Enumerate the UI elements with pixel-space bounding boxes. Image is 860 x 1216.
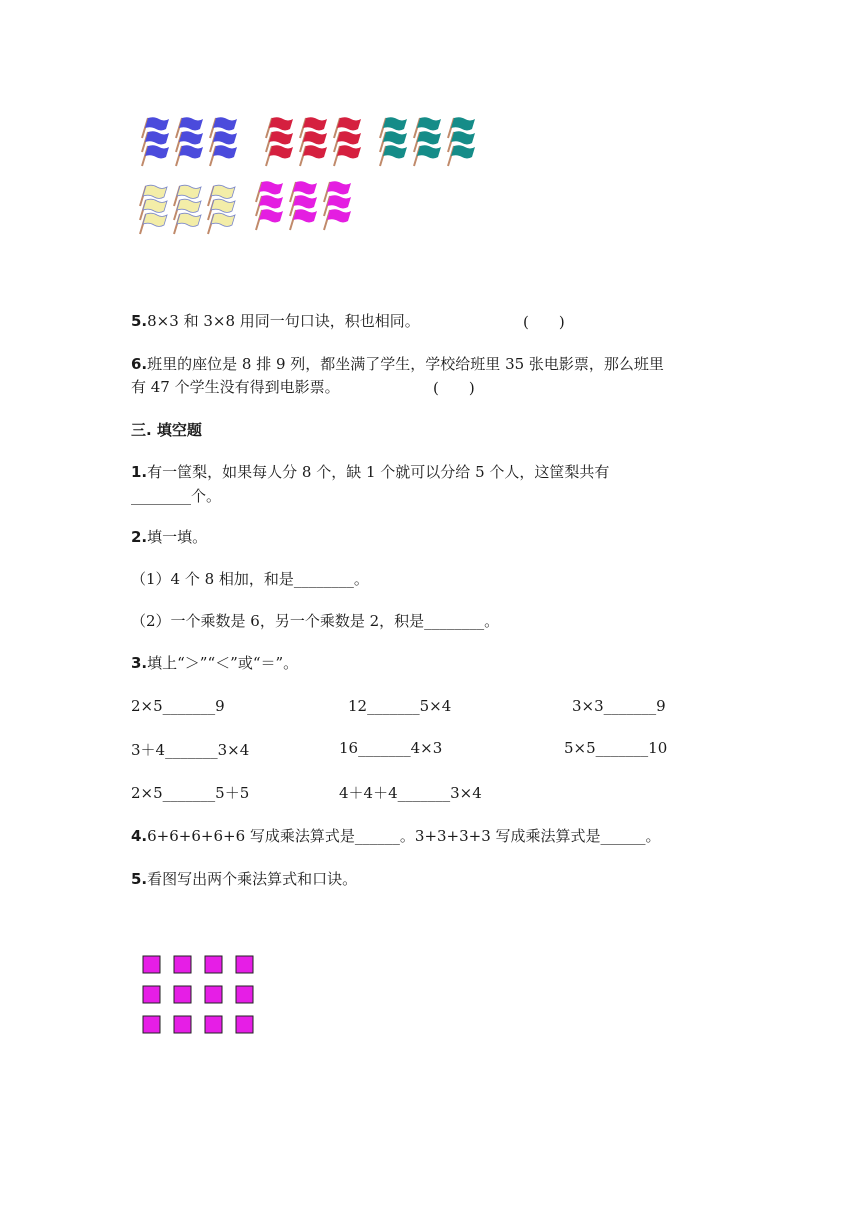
square-icon — [236, 1016, 253, 1033]
question-number: 5. — [131, 312, 148, 330]
square-icon — [205, 956, 222, 973]
fill-question-5 — [131, 869, 357, 889]
question-number: 4. — [131, 827, 148, 845]
compare-item[interactable]: 16_______4×3 — [339, 739, 443, 757]
flag-group — [266, 117, 361, 166]
question-text: 8×3 和 3×8 用同一句口诀，积也相同。 — [147, 312, 420, 330]
judge-question-6-cont: 有 47 个学生没有得到电影票。 — [131, 378, 340, 396]
compare-item[interactable]: 2×5_______5＋5 — [131, 784, 250, 802]
flag-icon — [448, 145, 475, 166]
flag-icon — [414, 145, 441, 166]
answer-paren[interactable]: ( ) — [523, 313, 565, 331]
flags-figure — [130, 108, 490, 243]
sub-question-1[interactable]: （1）4 个 8 相加，和是________。 — [131, 570, 369, 588]
flag-icon — [380, 145, 407, 166]
question-number: 1. — [131, 463, 148, 481]
fill-question-1 — [131, 462, 609, 482]
question-text[interactable]: 6+6+6+6+6 写成乘法算式是______。3+3+3+3 写成乘法算式是______。 — [147, 827, 661, 845]
flag-icon — [176, 145, 203, 166]
flag-icon — [334, 145, 361, 166]
flag-icon — [208, 213, 235, 234]
question-number: 6. — [131, 355, 148, 373]
flag-group — [140, 185, 235, 234]
flag-icon — [174, 213, 201, 234]
section-title: 三. 填空题 — [131, 421, 202, 439]
square-icon — [205, 986, 222, 1003]
square-icon — [174, 986, 191, 1003]
compare-item[interactable]: 5×5_______10 — [564, 739, 668, 757]
square-icon — [236, 986, 253, 1003]
judge-question-6 — [131, 354, 664, 374]
question-text: 班里的座位是 8 排 9 列，都坐满了学生，学校给班里 35 张电影票，那么班里 — [147, 355, 664, 373]
flag-icon — [290, 209, 317, 230]
question-text: 填一填。 — [147, 528, 208, 546]
square-icon — [143, 956, 160, 973]
compare-item[interactable]: 3＋4_______3×4 — [131, 741, 250, 759]
question-text: 填上“＞”“＜”或“＝”。 — [147, 654, 299, 672]
squares-figure — [142, 955, 262, 1035]
answer-paren[interactable]: ( ) — [433, 379, 475, 397]
flag-icon — [324, 209, 351, 230]
fill-question-2 — [131, 527, 207, 547]
compare-item[interactable]: 4＋4＋4_______3×4 — [339, 784, 482, 802]
question-text: 看图写出两个乘法算式和口诀。 — [147, 870, 358, 888]
flag-group — [380, 117, 475, 166]
judge-question-5 — [131, 311, 420, 331]
square-icon — [174, 956, 191, 973]
compare-item[interactable]: 3×3_______9 — [572, 697, 666, 715]
square-icon — [143, 1016, 160, 1033]
sub-question-2[interactable]: （2）一个乘数是 6，另一个乘数是 2，积是________。 — [131, 612, 500, 630]
compare-item[interactable]: 12_______5×4 — [348, 697, 452, 715]
flag-icon — [300, 145, 327, 166]
flag-icon — [140, 213, 167, 234]
flag-group — [256, 181, 351, 230]
square-icon — [236, 956, 253, 973]
square-icon — [174, 1016, 191, 1033]
flag-icon — [142, 145, 169, 166]
fill-question-4 — [131, 826, 661, 846]
square-icon — [205, 1016, 222, 1033]
question-number: 2. — [131, 528, 148, 546]
question-number: 5. — [131, 870, 148, 888]
flag-icon — [210, 145, 237, 166]
compare-item[interactable]: 2×5_______9 — [131, 697, 225, 715]
question-text: 有一筐梨，如果每人分 8 个，缺 1 个就可以分给 5 个人，这筐梨共有 — [147, 463, 610, 481]
question-number: 3. — [131, 654, 148, 672]
fill-question-1-cont[interactable]: ________个。 — [131, 487, 222, 505]
flag-group — [142, 117, 237, 166]
flag-icon — [266, 145, 293, 166]
flag-icon — [256, 209, 283, 230]
fill-question-3 — [131, 653, 298, 673]
square-icon — [143, 986, 160, 1003]
